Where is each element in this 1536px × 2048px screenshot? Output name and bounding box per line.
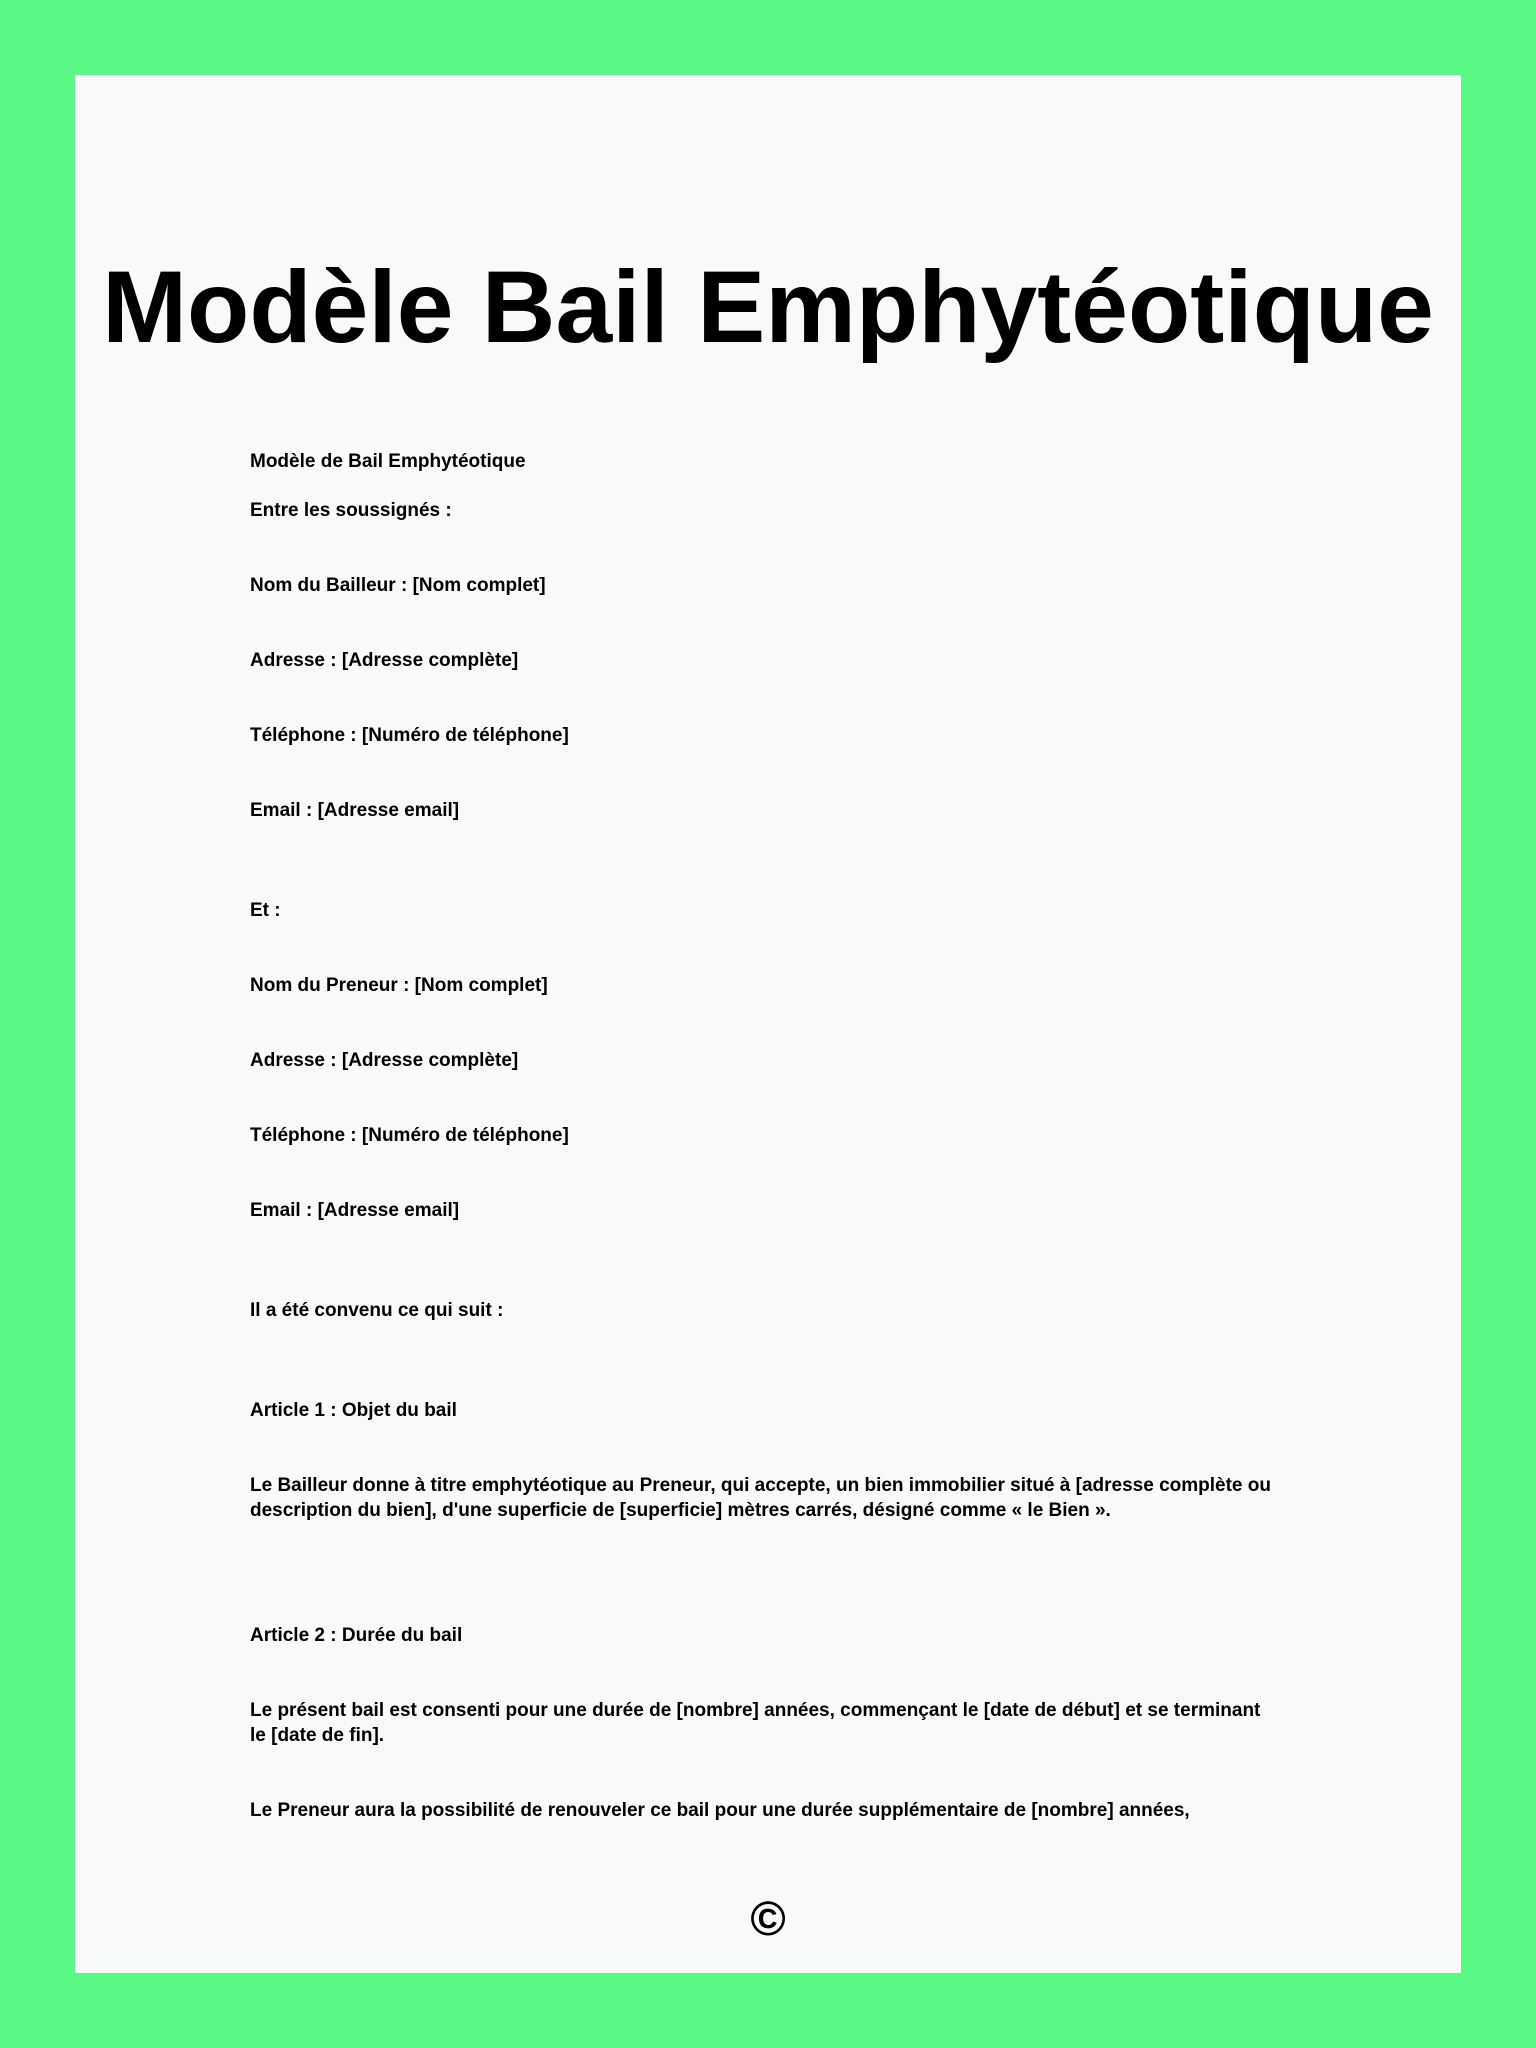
and-label: Et : — [250, 900, 281, 921]
document-heading: Modèle de Bail Emphytéotique — [250, 451, 526, 472]
article-2-paragraph: Le présent bail est consenti pour une durée de [nombre] années, commençant le [date de début] et se terminant le [date de fin]. — [250, 1700, 1261, 1746]
preneur-name: Nom du Preneur : [Nom complet] — [250, 975, 548, 996]
article-1-paragraph: Le Bailleur donne à titre emphytéotique au Preneur, qui accepte, un bien immobilier situé à [adresse complète ou description du bien], d'une superficie de [superficie] mètres carrés, désigné comme « le Bien ». — [250, 1475, 1271, 1521]
bailleur-address: Adresse : [Adresse complète] — [250, 650, 519, 671]
bailleur-phone: Téléphone : [Numéro de téléphone] — [250, 725, 569, 746]
article-1-heading: Article 1 : Objet du bail — [250, 1400, 457, 1421]
preneur-address: Adresse : [Adresse complète] — [250, 1050, 519, 1071]
agreement-text: Il a été convenu ce qui suit : — [250, 1300, 504, 1321]
bailleur-name: Nom du Bailleur : [Nom complet] — [250, 575, 546, 596]
article-2-heading: Article 2 : Durée du bail — [250, 1625, 463, 1646]
preneur-phone: Téléphone : [Numéro de téléphone] — [250, 1125, 569, 1146]
copyright-icon: © — [750, 1893, 786, 1946]
intro-text: Entre les soussignés : — [250, 500, 452, 521]
page-title: Modèle Bail Emphytéotique — [102, 250, 1434, 364]
bailleur-email: Email : [Adresse email] — [250, 800, 460, 821]
document-page — [75, 75, 1461, 1973]
article-2-paragraph: Le Preneur aura la possibilité de renouveler ce bail pour une durée supplémentaire de [nombre] années, — [250, 1800, 1190, 1821]
preneur-email: Email : [Adresse email] — [250, 1200, 460, 1221]
